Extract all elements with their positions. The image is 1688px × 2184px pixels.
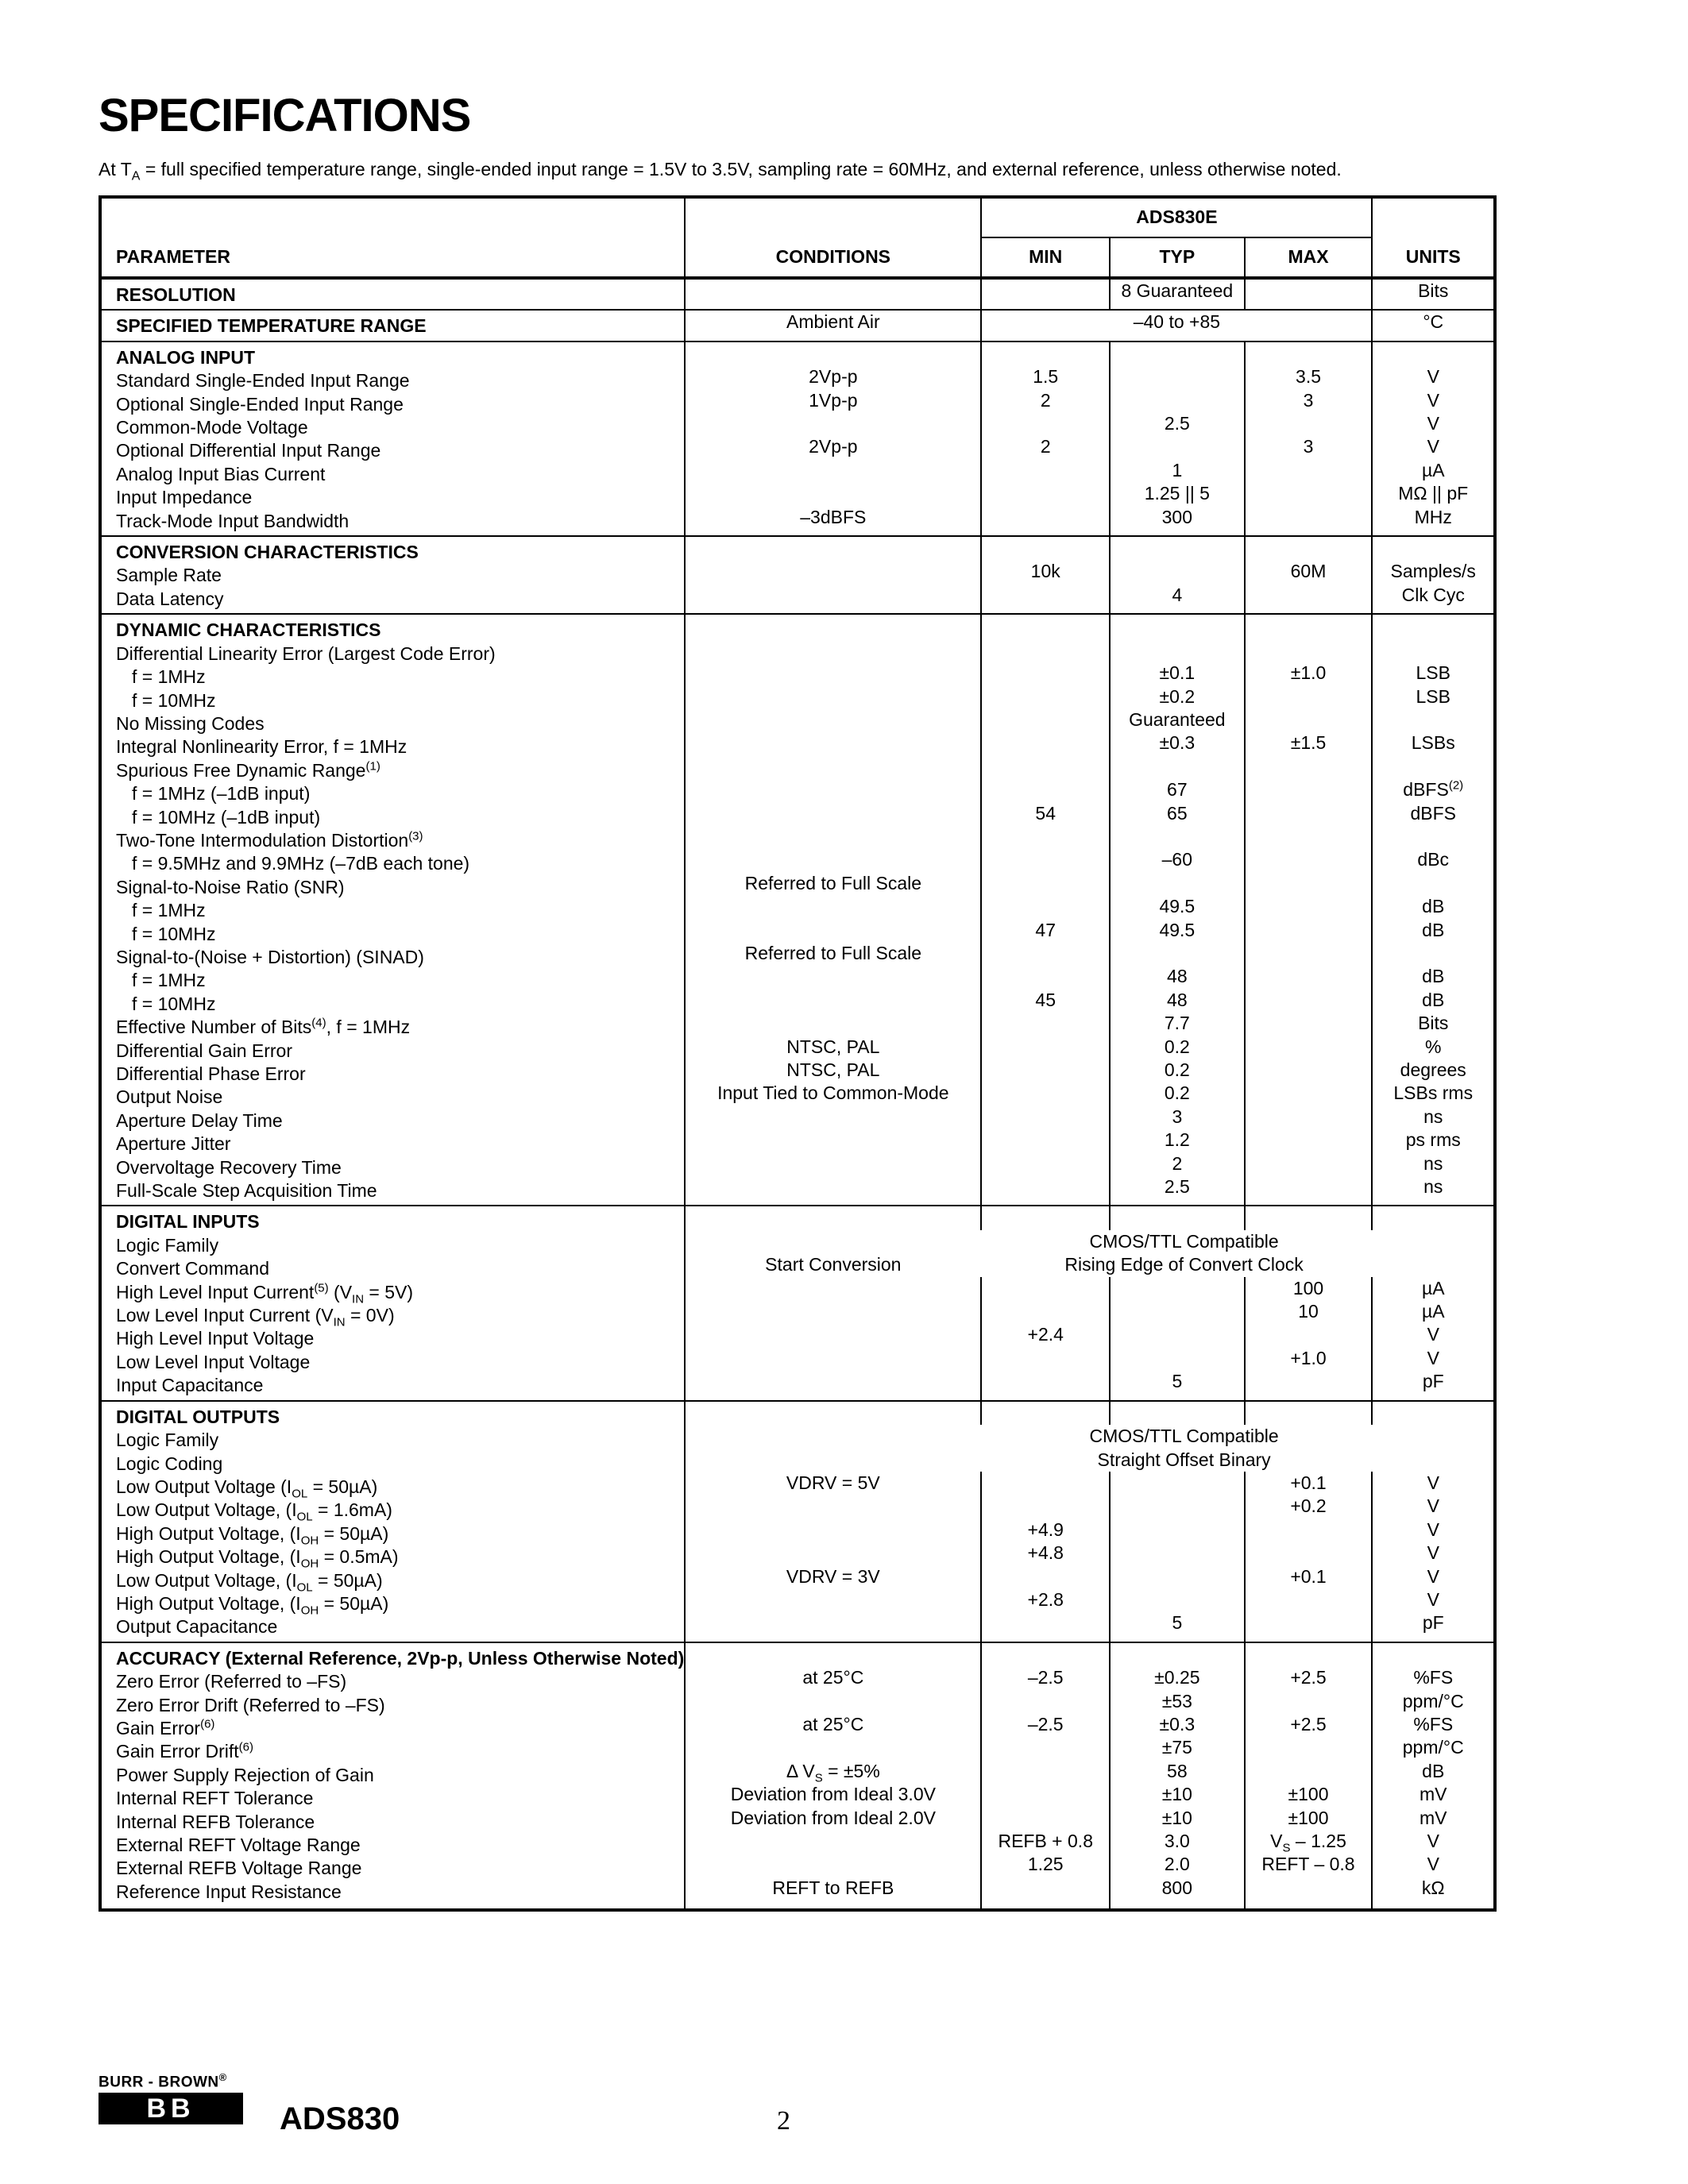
parameter-line: Zero Error (Referred to –FS): [116, 1671, 347, 1692]
resolution-row: RESOLUTION 8 Guaranteed Bits: [100, 278, 1495, 310]
digital-inputs-section: DIGITAL INPUTS Logic Family Convert Command High Level Input Current$^{(5)}$ $(V_{IN} = 5V)$ Low Level Input Current $(V_{IN} = 0V)$ High Level Input Voltage Low Level Input Voltage Input Capacitance Start Conversion +2.4 CMOS/TTL Compatible Rising Edge of Convert Clock 5 100 10 +1.0 µA µA V V pF: [100, 1206, 1495, 1400]
parameter-line: ANALOG INPUT: [116, 346, 256, 368]
parameter-line: High Level Input Current$^{(5)}$ $(V_{IN} = 5V)$: [116, 1281, 414, 1306]
parameter-line: High Output Voltage, $(I_{OH} = 50\mu A)$: [116, 1522, 389, 1548]
digital-outputs-section: DIGITAL OUTPUTS Logic Family Logic Coding Low Output Voltage $(I_{OL} = 50\mu A)$ Low Output Voltage, $(I_{OL} = 1.6mA)$ High Output Voltage, $(I_{OH} = 50\mu A)$ High Output Voltage, $(I_{OH} = 0.5mA)$ Low Output Voltage, $(I_{OL} = 50\mu A)$ High Output Voltage, $(I_{OH} = 50\mu A)$ Output Capacitance VDRV = 5V VDRV = 3V +4.9 +4.8 +2.8 CMOS/TTL Compatible Straight Offset Binary 5 +0.1 +0.2 +0.1 V V V V V V pF: [100, 1401, 1495, 1642]
col-parameter: PARAMETER: [100, 237, 685, 278]
parameter-line: f = 10MHz: [132, 993, 216, 1014]
parameter-line: Full-Scale Step Acquisition Time: [116, 1180, 377, 1202]
parameter-line: DIGITAL INPUTS: [116, 1211, 260, 1233]
parameter-line: Input Capacitance: [116, 1375, 264, 1396]
bb-logo-icon: BB: [98, 2093, 243, 2124]
parameter-line: f = 1MHz (–1dB input): [132, 783, 311, 805]
parameter-line: Low Output Voltage, $(I_{OL} = 1.6mA)$: [116, 1499, 392, 1524]
parameter-line: Overvoltage Recovery Time: [116, 1156, 342, 1178]
parameter-line: Low Level Input Voltage: [116, 1351, 311, 1372]
parameter-line: Effective Number of Bits$^{(4)}$, f = 1MHz: [116, 1016, 411, 1038]
parameter-line: Zero Error Drift (Referred to –FS): [116, 1694, 385, 1715]
parameter-line: External REFT Voltage Range: [116, 1835, 361, 1855]
col-typ: TYP: [1110, 237, 1244, 278]
parameter-line: High Level Input Voltage: [116, 1328, 315, 1349]
spanning-value: CMOS/TTL Compatible: [964, 1425, 1404, 1448]
page-number: 2: [777, 2106, 790, 2136]
parameter-line: Logic Family: [116, 1234, 219, 1256]
parameter-line: Standard Single-Ended Input Range: [116, 370, 410, 392]
parameter-line: Aperture Jitter: [116, 1133, 231, 1155]
parameter-line: f = 10MHz: [132, 689, 216, 711]
parameter-line: High Output Voltage, $(I_{OH} = 50\mu A)$: [116, 1592, 389, 1618]
col-units: UNITS: [1372, 237, 1495, 278]
parameter-line: Integral Nonlinearity Error, f = 1MHz: [116, 736, 408, 758]
analog-input-section: ANALOG INPUT Standard Single-Ended Input Range Optional Single-Ended Input Range Common-Mode Voltage Optional Differential Input Range Analog Input Bias Current Input Impedance Track-Mode Input Bandwidth 2Vp-p 1Vp-p 2Vp-p –3dBFS 1.5 2 2 2.5 1 1.25 || 5 300 3.5 3 3 V V V V µA MΩ || pF MHz: [100, 341, 1495, 536]
parameter-line: Power Supply Rejection of Gain: [116, 1764, 374, 1785]
parameter-line: Gain Error$^{(6)}$: [116, 1717, 215, 1738]
temperature-range-row: SPECIFIED TEMPERATURE RANGE Ambient Air –40 to +85 °C: [100, 310, 1495, 341]
specifications-table: [98, 195, 1497, 1912]
accuracy-section: ACCURACY (External Reference, 2Vp-p, Unless Otherwise Noted) Zero Error (Referred to –FS) Zero Error Drift (Referred to –FS) Gain Error$^{(6)}$ Gain Error Drift$^{(6)}$ Power Supply Rejection of Gain Internal REFT Tolerance Internal REFB Tolerance External REFT Voltage Range External REFB Voltage Range Reference Input Resistance at 25°C at 25°C Δ $V_S = \pm 5\%$ Deviation from Ideal 3.0V Deviation from Ideal 2.0V REFT to REFB –2.5 –2.5 REFB + 0.8 1.25 ±0.25 ±53 ±0.3 ±75 58 ±10 ±10 3.0 2.0 800 +2.5 +2.5 ±100 ±100 $V_S - 1.25$ REFT – 0.8 %FS ppm/°C %FS ppm/°C dB mV mV V V kΩ: [100, 1642, 1495, 1910]
parameter-line: External REFB Voltage Range: [116, 1858, 362, 1879]
parameter-line: DIGITAL OUTPUTS: [116, 1406, 280, 1427]
col-min: MIN: [981, 237, 1110, 278]
parameter-line: f = 1MHz: [132, 666, 206, 688]
parameter-line: Logic Family: [116, 1430, 219, 1451]
parameter-line: f = 1MHz: [132, 970, 206, 991]
page-title: SPECIFICATIONS: [98, 90, 471, 141]
parameter-line: f = 10MHz: [132, 923, 216, 944]
parameter-line: Gain Error Drift$^{(6)}$: [116, 1740, 253, 1762]
parameter-line: Low Level Input Current $(V_{IN} = 0V)$: [116, 1305, 395, 1329]
parameter-line: DYNAMIC CHARACTERISTICS: [116, 619, 381, 641]
parameter-line: Track-Mode Input Bandwidth: [116, 510, 350, 531]
parameter-line: f = 1MHz: [132, 900, 206, 921]
parameter-line: Low Output Voltage, $(I_{OL} = 50\mu A)$: [116, 1569, 383, 1595]
parameter-line: Internal REFT Tolerance: [116, 1788, 314, 1809]
parameter-line: ACCURACY (External Reference, 2Vp-p, Unless Otherwise Noted): [116, 1647, 685, 1669]
parameter-line: CONVERSION CHARACTERISTICS: [116, 542, 419, 563]
parameter-line: Low Output Voltage $(I_{OL} = 50\mu A)$: [116, 1476, 378, 1501]
parameter-line: Signal-to-(Noise + Distortion) (SINAD): [116, 946, 424, 967]
footer-model-number: ADS830: [280, 2101, 400, 2136]
parameter-line: Differential Phase Error: [116, 1063, 306, 1084]
parameter-line: No Missing Codes: [116, 712, 265, 734]
parameter-line: Internal REFB Tolerance: [116, 1811, 315, 1832]
dynamic-section: DYNAMIC CHARACTERISTICS Differential Linearity Error (Largest Code Error) f = 1MHz f = 10MHz No Missing Codes Integral Nonlinearity Error, f = 1MHz Spurious Free Dynamic Range$^{(1)}$ f = 1MHz (–1dB input) f = 10MHz (–1dB input) Two-Tone Intermodulation Distortion$^{(3)}$ f = 9.5MHz and 9.9MHz (–7dB each tone) Signal-to-Noise Ratio (SNR) f = 1MHz f = 10MHz Signal-to-(Noise + Distortion) (SINAD) f = 1MHz f = 10MHz Effective Number of Bits$^{(4)}$, f = 1MHz Differential Gain Error Differential Phase Error Output Noise Aperture Delay Time Aperture Jitter Overvoltage Recovery Time Full-Scale Step Acquisition Time Referred to Full Scale Referred to Full Scale NTSC, PAL NTSC, PAL Input Tied to Common-Mode 54 47 45 ±0.1 ±0.2 Guaranteed ±0.3 67 65 –60 49.5 49.5 48 48 7.7 0.2 0.2 0.2 3 1.2 2 2.5 ±1.0 ±1.5 LSB LSB LSBs dBFS$^{(2)}$ dBFS dBc dB dB dB dB Bits % degrees LSBs rms ns ps rms ns ns: [100, 614, 1495, 1206]
parameter-line: f = 10MHz (–1dB input): [132, 806, 321, 828]
parameter-line: High Output Voltage, $(I_{OH} = 0.5mA)$: [116, 1546, 399, 1571]
parameter-line: Input Impedance: [116, 487, 253, 508]
col-max: MAX: [1245, 237, 1373, 278]
parameter-line: Two-Tone Intermodulation Distortion$^{(3)}$: [116, 829, 423, 851]
parameter-line: Aperture Delay Time: [116, 1109, 283, 1131]
test-conditions: At $T_A$ = full specified temperature range, single-ended input range = 1.5V to 3.5V, sampling rate = 60MHz, and external reference, unless otherwise noted.: [98, 159, 1342, 183]
parameter-line: Spurious Free Dynamic Range$^{(1)}$: [116, 759, 380, 781]
parameter-line: Common-Mode Voltage: [116, 417, 308, 438]
parameter-line: Convert Command: [116, 1258, 270, 1279]
parameter-line: Differential Gain Error: [116, 1040, 292, 1061]
parameter-line: Logic Coding: [116, 1453, 223, 1474]
device-header: ADS830E: [981, 197, 1372, 237]
parameter-line: Differential Linearity Error (Largest Code Error): [116, 642, 496, 664]
parameter-line: Output Noise: [116, 1086, 223, 1108]
parameter-line: Data Latency: [116, 588, 224, 609]
parameter-line: Sample Rate: [116, 565, 222, 586]
col-conditions: CONDITIONS: [685, 237, 981, 278]
parameter-line: Output Capacitance: [116, 1616, 278, 1638]
parameter-line: Optional Single-Ended Input Range: [116, 393, 404, 415]
spanning-value: Straight Offset Binary: [964, 1449, 1404, 1472]
parameter-line: Optional Differential Input Range: [116, 440, 381, 461]
parameter-line: Signal-to-Noise Ratio (SNR): [116, 876, 345, 897]
conversion-section: CONVERSION CHARACTERISTICS Sample Rate Data Latency 10k 4 60M Samples/s Clk Cyc: [100, 536, 1495, 614]
spanning-value: Rising Edge of Convert Clock: [964, 1253, 1404, 1276]
burr-brown-logo: BURR - BROWN® BB: [98, 2071, 243, 2124]
parameter-line: Analog Input Bias Current: [116, 463, 326, 484]
spanning-value: CMOS/TTL Compatible: [964, 1230, 1404, 1253]
parameter-line: f = 9.5MHz and 9.9MHz (–7dB each tone): [132, 853, 470, 874]
parameter-line: Reference Input Resistance: [116, 1881, 342, 1902]
